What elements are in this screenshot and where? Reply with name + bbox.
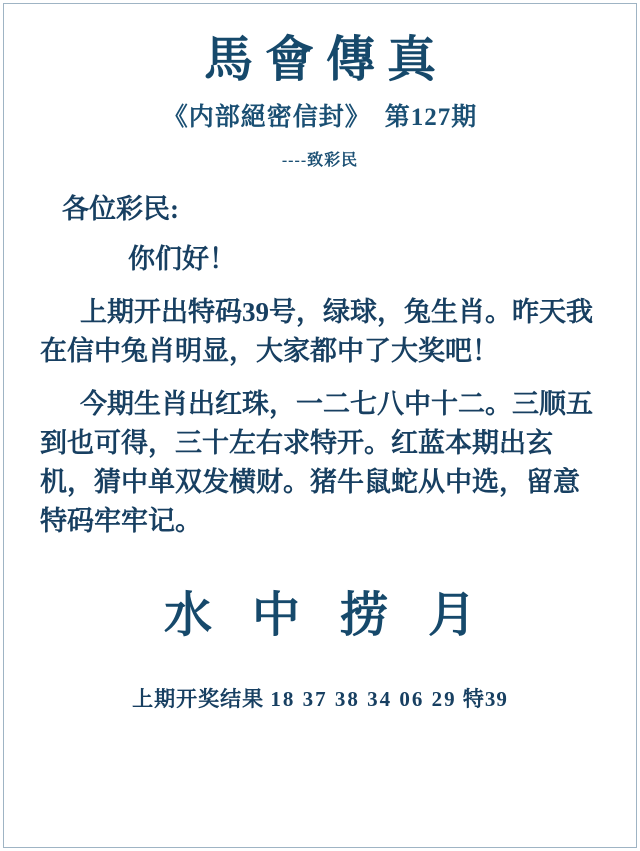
slogan-text: 水 中 捞 月 [163,588,490,642]
footer-numbers: 18 37 38 34 06 29 [270,686,457,711]
dedication-line: ----致彩民 [281,152,359,170]
body-text [40,190,600,541]
greeting-line: 各位彩民: [62,194,179,225]
footer-label: 上期开奖结果 [132,686,265,711]
issue-number: 第127期 [384,104,478,132]
footer-special-number: 39 [484,686,508,711]
paragraph-1: 上期开出特码39号，绿球，兔生肖。昨天我在信中兔肖明显，大家都中了大奖吧！ [40,296,593,366]
page-title: 馬會傳真 [203,32,448,87]
hello-line: 你们好！ [128,243,236,274]
paragraph-2: 今期生肖出红珠，一二七八中十二。三顺五到也可得，三十左右求特开。红蓝本期出玄机，猜中单双发横财。猪牛鼠蛇从中选，留意特码牢牢记。 [40,389,593,537]
footer-special-label: 特 [462,686,485,711]
subtitle-row [0,97,640,133]
footer-result [0,683,640,713]
subtitle-text: 《内部絕密信封》 [162,104,371,132]
